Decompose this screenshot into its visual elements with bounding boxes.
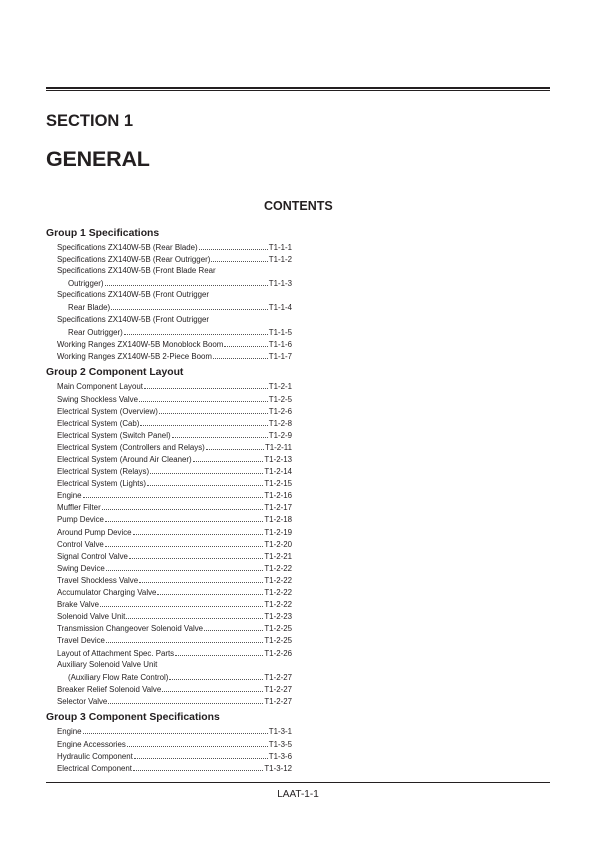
toc-leader-dots [134, 750, 268, 759]
toc-entry-label: Control Valve [57, 539, 104, 549]
toc-entry[interactable] [46, 562, 292, 574]
toc-entry[interactable] [46, 289, 292, 301]
toc-entry-label: Electrical System (Lights) [57, 479, 147, 489]
toc-leader-dots [106, 634, 263, 643]
toc-entry[interactable] [46, 598, 292, 610]
toc-entry[interactable] [46, 659, 292, 671]
toc-leader-dots [159, 405, 268, 414]
toc-entry[interactable] [46, 695, 292, 707]
toc-entry-label: Specifications ZX140W-5B (Front Outrigger [57, 290, 210, 300]
toc-entry-page: T1-2-22 [264, 575, 292, 585]
toc-entry-label: Signal Control Valve [57, 551, 128, 561]
toc-entry[interactable] [46, 453, 292, 465]
toc-entry[interactable] [46, 277, 292, 289]
toc-entry[interactable] [46, 550, 292, 562]
toc-entry[interactable] [46, 314, 292, 326]
toc-entry[interactable] [46, 738, 292, 750]
toc-entry-page: T1-2-22 [264, 588, 292, 598]
toc-entry-page: T1-2-21 [264, 551, 292, 561]
toc-entry[interactable] [46, 671, 292, 683]
toc-leader-dots [133, 762, 263, 771]
toc-entry[interactable] [46, 586, 292, 598]
toc-leader-dots [206, 441, 264, 450]
toc-entry-label: Engine Accessories [57, 739, 126, 749]
toc-entry[interactable] [46, 489, 292, 501]
toc-entry-label: Electrical Component [57, 763, 132, 773]
toc-entry-label: Electrical System (Cab) [57, 418, 140, 428]
toc-entry-label: Specifications ZX140W-5B (Rear Blade) [57, 243, 198, 252]
toc-entry-label: Electrical System (Controllers and Relays) [57, 442, 205, 452]
toc-entry-label: Accumulator Charging Valve [57, 588, 157, 598]
toc-entry[interactable] [46, 634, 292, 646]
toc-entry-page: T1-2-15 [264, 479, 292, 489]
toc-entry[interactable] [46, 350, 292, 362]
toc-entry-label: Engine [57, 727, 82, 737]
contents-heading: CONTENTS [264, 199, 333, 213]
page-footer-id: LAAT-1-1 [277, 789, 319, 800]
toc-entry-page: T1-2-20 [264, 539, 292, 549]
toc-leader-dots [213, 350, 268, 359]
toc-leader-dots [211, 253, 267, 262]
toc-entry-label: Travel Device [57, 636, 105, 646]
toc-entry-page: T1-2-8 [268, 418, 292, 428]
toc-entry-label: Rear Outrigger) [68, 327, 123, 337]
toc-group-title: Group 1 Specifications [46, 228, 160, 239]
section-title: GENERAL [46, 147, 150, 171]
toc-leader-dots [157, 586, 263, 595]
toc-entry[interactable] [46, 610, 292, 622]
toc-entry-page: T1-1-2 [268, 255, 292, 265]
toc-entry-label: Muffler Filter [57, 503, 101, 513]
toc-entry[interactable] [46, 538, 292, 550]
toc-leader-dots [133, 526, 264, 535]
toc-entry[interactable] [46, 513, 292, 525]
toc-group [46, 227, 292, 362]
toc-entry-page: T1-2-25 [264, 636, 292, 646]
bottom-rule [46, 782, 550, 783]
toc-entry[interactable] [46, 725, 292, 737]
toc-entry-page: T1-2-23 [264, 612, 292, 622]
toc-entry-page: T1-2-16 [264, 491, 292, 501]
toc-entry-label: Specifications ZX140W-5B (Front Blade Rear [57, 266, 216, 276]
toc-entry-page: T1-3-6 [268, 751, 292, 761]
toc-entry-page: T1-2-11 [264, 442, 292, 452]
toc-entry[interactable] [46, 380, 292, 392]
toc-group [46, 711, 292, 773]
toc-entry-page: T1-2-9 [268, 430, 292, 440]
toc-leader-dots [83, 489, 264, 498]
toc-leader-dots [193, 453, 264, 462]
toc-entry[interactable] [46, 465, 292, 477]
toc-entry-page: T1-2-25 [264, 624, 292, 634]
toc-entry-label: Selector Valve [57, 696, 108, 706]
toc-leader-dots [126, 610, 263, 619]
toc-entry-label: Pump Device [57, 515, 104, 525]
top-rule [46, 87, 550, 91]
toc-entry-page: T1-1-4 [268, 303, 292, 313]
toc-leader-dots [105, 513, 263, 522]
toc-leader-dots [111, 301, 268, 310]
toc-entry[interactable] [46, 574, 292, 586]
toc-entry[interactable] [46, 405, 292, 417]
toc-entry-page: T1-2-27 [264, 696, 292, 706]
toc-entry-label: Specifications ZX140W-5B (Front Outrigger [57, 314, 210, 324]
toc-entry-label: Layout of Attachment Spec. Parts [57, 648, 175, 658]
toc-entry-page: T1-2-27 [264, 672, 292, 682]
toc-entry-page: T1-2-18 [264, 515, 292, 525]
toc-entry-page: T1-2-22 [264, 600, 292, 610]
toc-leader-dots [139, 574, 263, 583]
toc-entry-label: (Auxiliary Flow Rate Control) [68, 672, 169, 682]
toc-entry-label: Electrical System (Switch Panel) [57, 430, 171, 440]
toc-leader-dots [105, 538, 264, 547]
toc-leader-dots [199, 241, 268, 250]
toc-entry-label: Breaker Relief Solenoid Valve [57, 684, 162, 694]
toc-entry[interactable] [46, 338, 292, 350]
toc-entry-page: T1-3-12 [264, 763, 292, 773]
toc-entry-label: Specifications ZX140W-5B (Rear Outrigger) [57, 255, 211, 265]
toc-leader-dots [140, 417, 267, 426]
toc-entry-label: Electrical System (Overview) [57, 406, 158, 416]
toc-entry-page: T1-2-13 [264, 455, 292, 464]
toc-leader-dots [127, 738, 268, 747]
toc-entry-page: T1-2-19 [264, 527, 292, 537]
toc-entry[interactable] [46, 429, 292, 441]
toc-entry[interactable] [46, 647, 292, 659]
toc-entry-page: T1-1-7 [268, 351, 292, 361]
toc-entry-page: T1-1-1 [268, 243, 292, 252]
toc-entry[interactable] [46, 393, 292, 405]
toc-entry-page: T1-2-14 [264, 467, 292, 477]
toc-entry-page: T1-2-26 [264, 648, 292, 658]
toc-entry-label: Swing Shockless Valve [57, 394, 138, 404]
toc-entry-page: T1-2-5 [268, 394, 292, 404]
toc-entry-page: T1-2-17 [264, 503, 292, 513]
toc-leader-dots [162, 683, 263, 692]
toc-entry[interactable] [46, 326, 292, 338]
toc-entry-label: Hydraulic Component [57, 751, 133, 761]
toc-entry[interactable] [46, 441, 292, 453]
toc-entry-label: Travel Shockless Valve [57, 575, 139, 585]
toc-entry-page: T1-2-22 [264, 563, 292, 573]
toc-entry-label: Main Component Layout [57, 382, 143, 392]
toc-leader-dots [124, 326, 268, 335]
toc-leader-dots [169, 671, 263, 680]
toc-leader-dots [204, 622, 263, 631]
toc-entry[interactable] [46, 622, 292, 634]
toc-entry[interactable] [46, 501, 292, 513]
toc-leader-dots [83, 725, 268, 734]
toc-leader-dots [129, 550, 263, 559]
toc-leader-dots [175, 647, 263, 656]
toc-entry-page: T1-1-6 [268, 339, 292, 349]
toc-entry[interactable] [46, 683, 292, 695]
toc-entry-label: Working Ranges ZX140W-5B Monoblock Boom [57, 339, 224, 349]
toc-leader-dots [147, 477, 263, 486]
toc-leader-dots [108, 695, 263, 704]
toc-entry-label: Outrigger) [68, 279, 104, 289]
toc-entry-label: Working Ranges ZX140W-5B 2-Piece Boom [57, 351, 212, 361]
toc-entry-label: Rear Blade) [68, 303, 111, 313]
toc-entry-label: Solenoid Valve Unit [57, 612, 126, 622]
toc-entry[interactable] [46, 477, 292, 489]
toc-entry-label: Electrical System (Around Air Cleaner) [57, 455, 192, 464]
toc-leader-dots [106, 562, 264, 571]
toc-group [46, 366, 292, 707]
toc-entry-page: T1-3-1 [268, 727, 292, 737]
toc-entry-page: T1-2-1 [268, 382, 292, 392]
toc-leader-dots [144, 380, 268, 389]
toc-leader-dots [105, 277, 268, 286]
toc-entry-page: T1-2-6 [268, 406, 292, 416]
toc-entry-page: T1-2-27 [264, 684, 292, 694]
toc-entry[interactable] [46, 241, 292, 253]
toc-entry-page: T1-3-5 [268, 739, 292, 749]
toc-group-title: Group 3 Component Specifications [46, 712, 220, 724]
toc-entry-label: Brake Valve [57, 600, 99, 610]
toc-entry[interactable] [46, 750, 292, 762]
toc-leader-dots [224, 338, 267, 347]
toc-leader-dots [102, 501, 264, 510]
toc-entry-label: Around Pump Device [57, 527, 132, 537]
toc-entry[interactable] [46, 253, 292, 265]
toc-entry-label: Electrical System (Relays) [57, 467, 150, 477]
toc-entry-label: Transmission Changeover Solenoid Valve [57, 624, 204, 634]
table-of-contents [46, 225, 292, 774]
toc-leader-dots [150, 465, 263, 474]
toc-leader-dots [100, 598, 263, 607]
toc-entry-page: T1-1-5 [268, 327, 292, 337]
toc-leader-dots [139, 393, 268, 402]
section-label: SECTION 1 [46, 112, 134, 130]
toc-entry[interactable] [46, 301, 292, 313]
toc-leader-dots [172, 429, 268, 438]
toc-entry-label: Engine [57, 491, 82, 501]
toc-entry-label: Auxiliary Solenoid Valve Unit [57, 659, 158, 669]
toc-entry[interactable] [46, 265, 292, 277]
toc-entry[interactable] [46, 762, 292, 774]
toc-entry-page: T1-1-3 [268, 279, 292, 289]
toc-entry[interactable] [46, 417, 292, 429]
toc-group-title: Group 2 Component Layout [46, 367, 184, 379]
toc-entry-label: Swing Device [57, 563, 105, 573]
toc-entry[interactable] [46, 526, 292, 538]
